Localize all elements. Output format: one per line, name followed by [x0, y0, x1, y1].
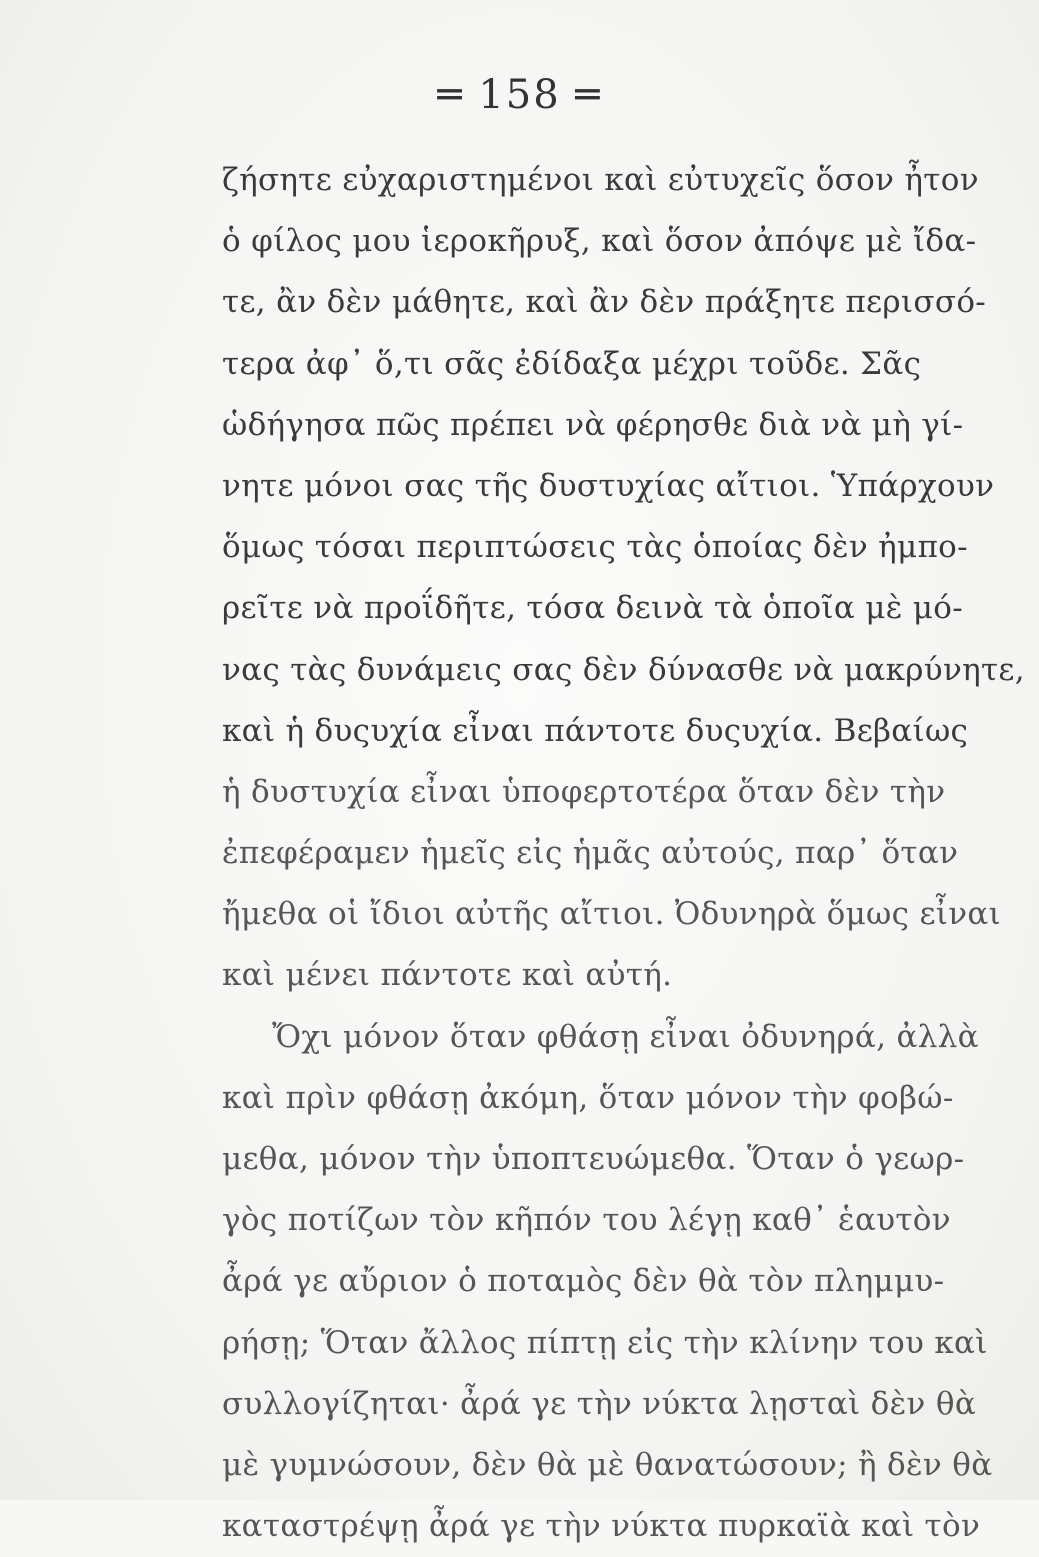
- text-line: νας τὰς δυνάμεις σας δὲν δύνασθε νὰ μακρύνητε,: [222, 651, 1025, 688]
- text-line: ὁ φίλος μου ἱεροκῆρυξ, καὶ ὅσον ἀπόψε μὲ ἴδα-: [222, 223, 977, 260]
- text-line: τε, ἂν δὲν μάθητε, καὶ ἂν δὲν πράξητε περισσό-: [222, 284, 987, 321]
- text-line: συλλογίζηται· ἆρά γε τὴν νύκτα λῃσταὶ δὲν θὰ: [222, 1385, 977, 1422]
- text-line: ἐπεφέραμεν ἡμεῖς εἰς ἡμᾶς αὐτούς, παρ᾽ ὅταν: [222, 835, 959, 872]
- text-line: ὡδήγησα πῶς πρέπει νὰ φέρησθε διὰ νὰ μὴ γί-: [222, 406, 964, 443]
- text-line: μεθα, μόνον τὴν ὑποπτευώμεθα. Ὅταν ὁ γεωρ-: [222, 1141, 965, 1177]
- text-line: ἆρά γε αὔριον ὁ ποταμὸς δὲν θὰ τὸν πλημμυ-: [222, 1263, 945, 1300]
- text-line: νητε μόνοι σας τῆς δυστυχίας αἴτιοι. Ὑπάρχουν: [222, 467, 995, 504]
- text-line: καὶ μένει πάντοτε καὶ αὐτή.: [222, 957, 673, 994]
- text-line: ἤμεθα οἱ ἴδιοι αὐτῆς αἴτιοι. Ὀδυνηρὰ ὅμως εἶναι: [222, 896, 1002, 933]
- paragraph-start-line: Ὄχι μόνον ὅταν φθάσῃ εἶναι ὀδυνηρά, ἀλλὰ: [272, 1018, 979, 1055]
- text-line: γὸς ποτίζων τὸν κῆπόν του λέγῃ καθ᾽ ἑαυτὸν: [222, 1202, 951, 1239]
- text-line: τερα ἀφ᾽ ὅ,τι σᾶς ἐδίδαξα μέχρι τοῦδε. Σᾶς: [222, 345, 922, 382]
- text-line: καταστρέψῃ ἆρά γε τὴν νύκτα πυρκαϊὰ καὶ τὸν: [222, 1508, 981, 1545]
- text-line: καὶ ἡ δυςυχία εἶναι πάντοτε δυςυχία. Βεβαίως: [222, 712, 969, 749]
- text-line: ζήσητε εὐχαριστημένοι καὶ εὐτυχεῖς ὅσον ἦτον: [222, 162, 979, 198]
- text-line: ρεῖτε νὰ προΐδῆτε, τόσα δεινὰ τὰ ὁποῖα μὲ μό-: [222, 590, 963, 627]
- text-line: ἡ δυστυχία εἶναι ὑποφερτοτέρα ὅταν δὲν τὴν: [222, 773, 946, 810]
- page-number: ═ 158 ═: [437, 72, 602, 118]
- text-line: ρήσῃ; Ὅταν ἄλλος πίπτῃ εἰς τὴν κλίνην του καὶ: [222, 1324, 988, 1361]
- text-line: μὲ γυμνώσουν, δὲν θὰ μὲ θανατώσουν; ἢ δὲν θὰ: [222, 1446, 993, 1483]
- text-line: καὶ πρὶν φθάσῃ ἀκόμη, ὅταν μόνον τὴν φοβώ-: [222, 1079, 954, 1116]
- text-line: ὅμως τόσαι περιπτώσεις τὰς ὁποίας δὲν ἠμπο-: [222, 529, 968, 566]
- body-text: [222, 150, 1025, 1557]
